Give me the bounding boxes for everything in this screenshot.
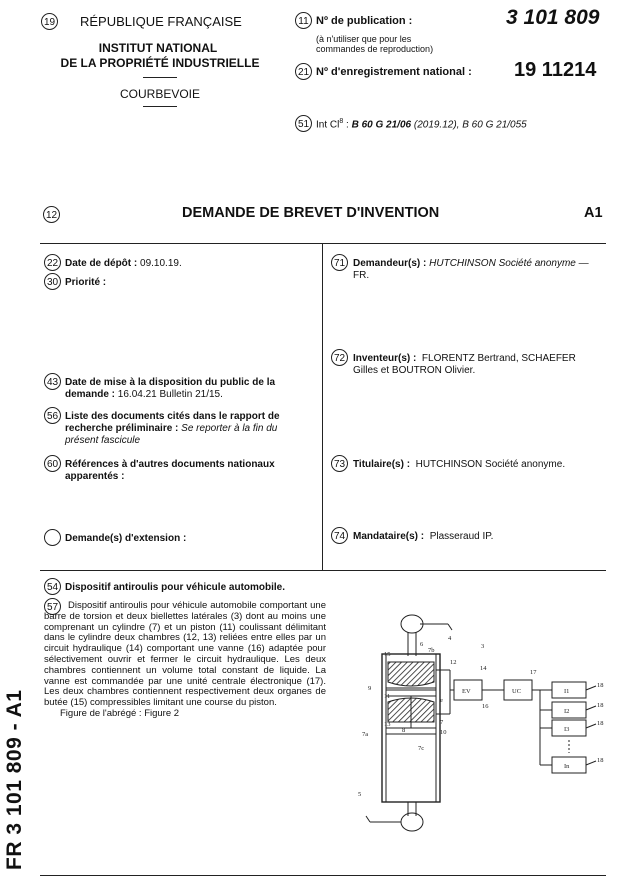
ipc-edition: 8	[339, 118, 344, 125]
figure-label: 7	[440, 719, 444, 726]
figure-label: UC	[512, 688, 522, 695]
applicant-value-line2: FR.	[353, 270, 370, 281]
ipc-date: (2019.12),	[413, 119, 460, 131]
inid-code-51: 51	[295, 115, 312, 132]
inid-code-57: 57	[44, 598, 61, 615]
figure-label: 9	[368, 685, 372, 692]
availability-value: 16.04.21 Bulletin 21/15.	[117, 389, 223, 400]
table-column-divider	[322, 243, 323, 570]
inid-code-56: 56	[44, 407, 61, 424]
inid-code-71: 71	[331, 254, 348, 271]
table-bottom-rule	[40, 570, 606, 571]
figure-label: In	[564, 763, 570, 770]
priority-label: Priorité :	[65, 277, 107, 288]
table-top-rule	[40, 243, 606, 244]
figure-label: 3	[481, 643, 485, 650]
upper-stop-member	[388, 662, 434, 686]
figure-label: 18	[597, 702, 604, 709]
figure-label: 7c	[418, 745, 425, 752]
figure-label: I1	[564, 688, 570, 695]
ipc-label: Int Cl	[316, 119, 340, 131]
figure-label: EV	[462, 688, 471, 695]
page-bottom-rule	[40, 875, 606, 876]
side-publication-label: FR 3 101 809 - A1	[3, 689, 26, 870]
figure-label: 7a	[362, 731, 369, 738]
applicant-value-line1: HUTCHINSON Société anonyme —	[429, 258, 589, 269]
figure-label: 18	[597, 720, 604, 727]
abstract-figure	[340, 610, 610, 835]
inid-code-30: 30	[44, 273, 61, 290]
inid-code-12: 12	[43, 206, 60, 223]
inid-code-54: 54	[44, 578, 61, 595]
divider-short	[143, 106, 177, 107]
inid-code-empty	[44, 529, 61, 546]
piston	[386, 688, 436, 696]
figure-label: 18	[597, 757, 604, 764]
cited-documents-value-line1: Se reporter à la fin du	[181, 423, 278, 434]
figure-label: 14	[480, 665, 487, 672]
inventor-value-line2: Gilles et BOUTRON Olivier.	[353, 365, 476, 376]
applicant-label: Demandeur(s) :	[353, 258, 427, 269]
figure-label: 17	[530, 669, 537, 676]
figure-label: I2	[564, 708, 570, 715]
inid-code-22: 22	[44, 254, 61, 271]
inid-code-11: 11	[295, 12, 312, 29]
figure-label: e	[440, 697, 443, 704]
cited-documents-value-line2: présent fascicule	[65, 435, 141, 446]
abstract-body: Dispositif antiroulis pour véhicule automobile comportant une barre de torsion et deux biellettes latérales (3) dont au moins une comprenant un cylindre (7) et un piston (11) coulissant délimitant dans le cylindre deux chambres (12, 13) reliées entre elles par un circuit hydraulique (14) comportant une vanne (16) adaptée pour sélectivement ouvrir et fermer le circuit hydraulique. Les deux chambres contiennent un volume total constant de liquide. La vanne est commandée par une unité centrale électronique (17). Les deux chambres contiennent respectivement deux organes de butée (15) compressibles limitant une course du piston.	[44, 600, 326, 709]
lower-stop-member	[388, 698, 434, 722]
related-references-label-line2: apparentés :	[65, 471, 125, 482]
inid-code-21: 21	[295, 63, 312, 80]
inventor-label: Inventeur(s) :	[353, 353, 417, 364]
document-kind: A1	[584, 205, 603, 221]
availability-date	[65, 377, 315, 401]
inid-code-19: 19	[41, 13, 58, 30]
figure-label: 5	[358, 791, 362, 798]
applicant	[353, 258, 613, 282]
availability-label-line1: Date de mise à la disposition du public de la	[65, 377, 276, 388]
country-name: RÉPUBLIQUE FRANÇAISE	[80, 14, 242, 29]
figure-label: 4	[448, 635, 452, 642]
cited-documents	[65, 411, 315, 447]
figure-label: 16	[482, 703, 489, 710]
ipc-classification	[316, 118, 527, 130]
holder-value: HUTCHINSON Société anonyme.	[415, 459, 566, 470]
filing-date	[65, 258, 182, 270]
ipc-colon: :	[343, 119, 349, 131]
inid-code-74: 74	[331, 527, 348, 544]
related-references-label-line1: Références à d'autres documents nationaux	[65, 459, 275, 470]
cited-documents-label-line1: Liste des documents cités dans le rapport de	[65, 411, 280, 422]
figure-label: 13	[384, 721, 391, 728]
inid-code-43: 43	[44, 373, 61, 390]
filing-date-value: 09.10.19.	[140, 258, 182, 269]
figure-label: 18	[597, 682, 604, 689]
cited-documents-label-line2: recherche préliminaire :	[65, 423, 179, 434]
registration-number: 19 11214	[514, 59, 597, 81]
divider-short	[143, 77, 177, 78]
ipc-secondary-class: B 60 G 21/055	[462, 119, 527, 131]
document-title: DEMANDE DE BREVET D'INVENTION	[182, 205, 440, 221]
figure-label: 8	[402, 727, 406, 734]
publication-note-line2: commandes de reproduction)	[316, 44, 434, 54]
holder-label: Titulaire(s) :	[353, 459, 411, 470]
figure-label: 15	[384, 651, 391, 658]
figure-label: 11	[384, 693, 391, 700]
inid-code-60: 60	[44, 455, 61, 472]
bottom-ball-joint	[401, 813, 423, 831]
abstract-text	[44, 601, 326, 720]
agent-label: Mandataire(s) :	[353, 531, 425, 542]
agent	[353, 531, 613, 543]
publication-label: Nº de publication :	[316, 15, 413, 27]
holder	[353, 459, 613, 471]
inid-code-73: 73	[331, 455, 348, 472]
invention-title: Dispositif antiroulis pour véhicule automobile.	[65, 582, 286, 593]
figure-reference: Figure de l'abrégé : Figure 2	[60, 707, 180, 719]
office-city: COURBEVOIE	[119, 87, 200, 101]
figure-label: 10	[440, 729, 447, 736]
figure-label: 12	[450, 659, 457, 666]
inid-code-72: 72	[331, 349, 348, 366]
office-name-line1: INSTITUT NATIONAL	[98, 41, 218, 55]
publication-note-line1: (à n'utiliser que pour les	[316, 34, 412, 44]
extension-label: Demande(s) d'extension :	[65, 533, 187, 544]
office-name-line2: DE LA PROPRIÉTÉ INDUSTRIELLE	[60, 56, 260, 70]
figure-label: 7b	[428, 647, 435, 654]
registration-label: Nº d'enregistrement national :	[316, 66, 472, 78]
filing-date-label: Date de dépôt :	[65, 258, 138, 269]
figure-label: 6	[420, 641, 424, 648]
top-ball-joint	[401, 615, 423, 633]
availability-label-line2: demande :	[65, 389, 116, 400]
agent-value: Plasseraud IP.	[429, 531, 494, 542]
ipc-main-class: B 60 G 21/06	[351, 119, 412, 131]
inventor-value-line1: FLORENTZ Bertrand, SCHAEFER	[421, 353, 576, 364]
publication-number: 3 101 809	[506, 6, 600, 29]
figure-label: I3	[564, 726, 570, 733]
related-references	[65, 459, 315, 483]
inventors	[353, 353, 613, 377]
